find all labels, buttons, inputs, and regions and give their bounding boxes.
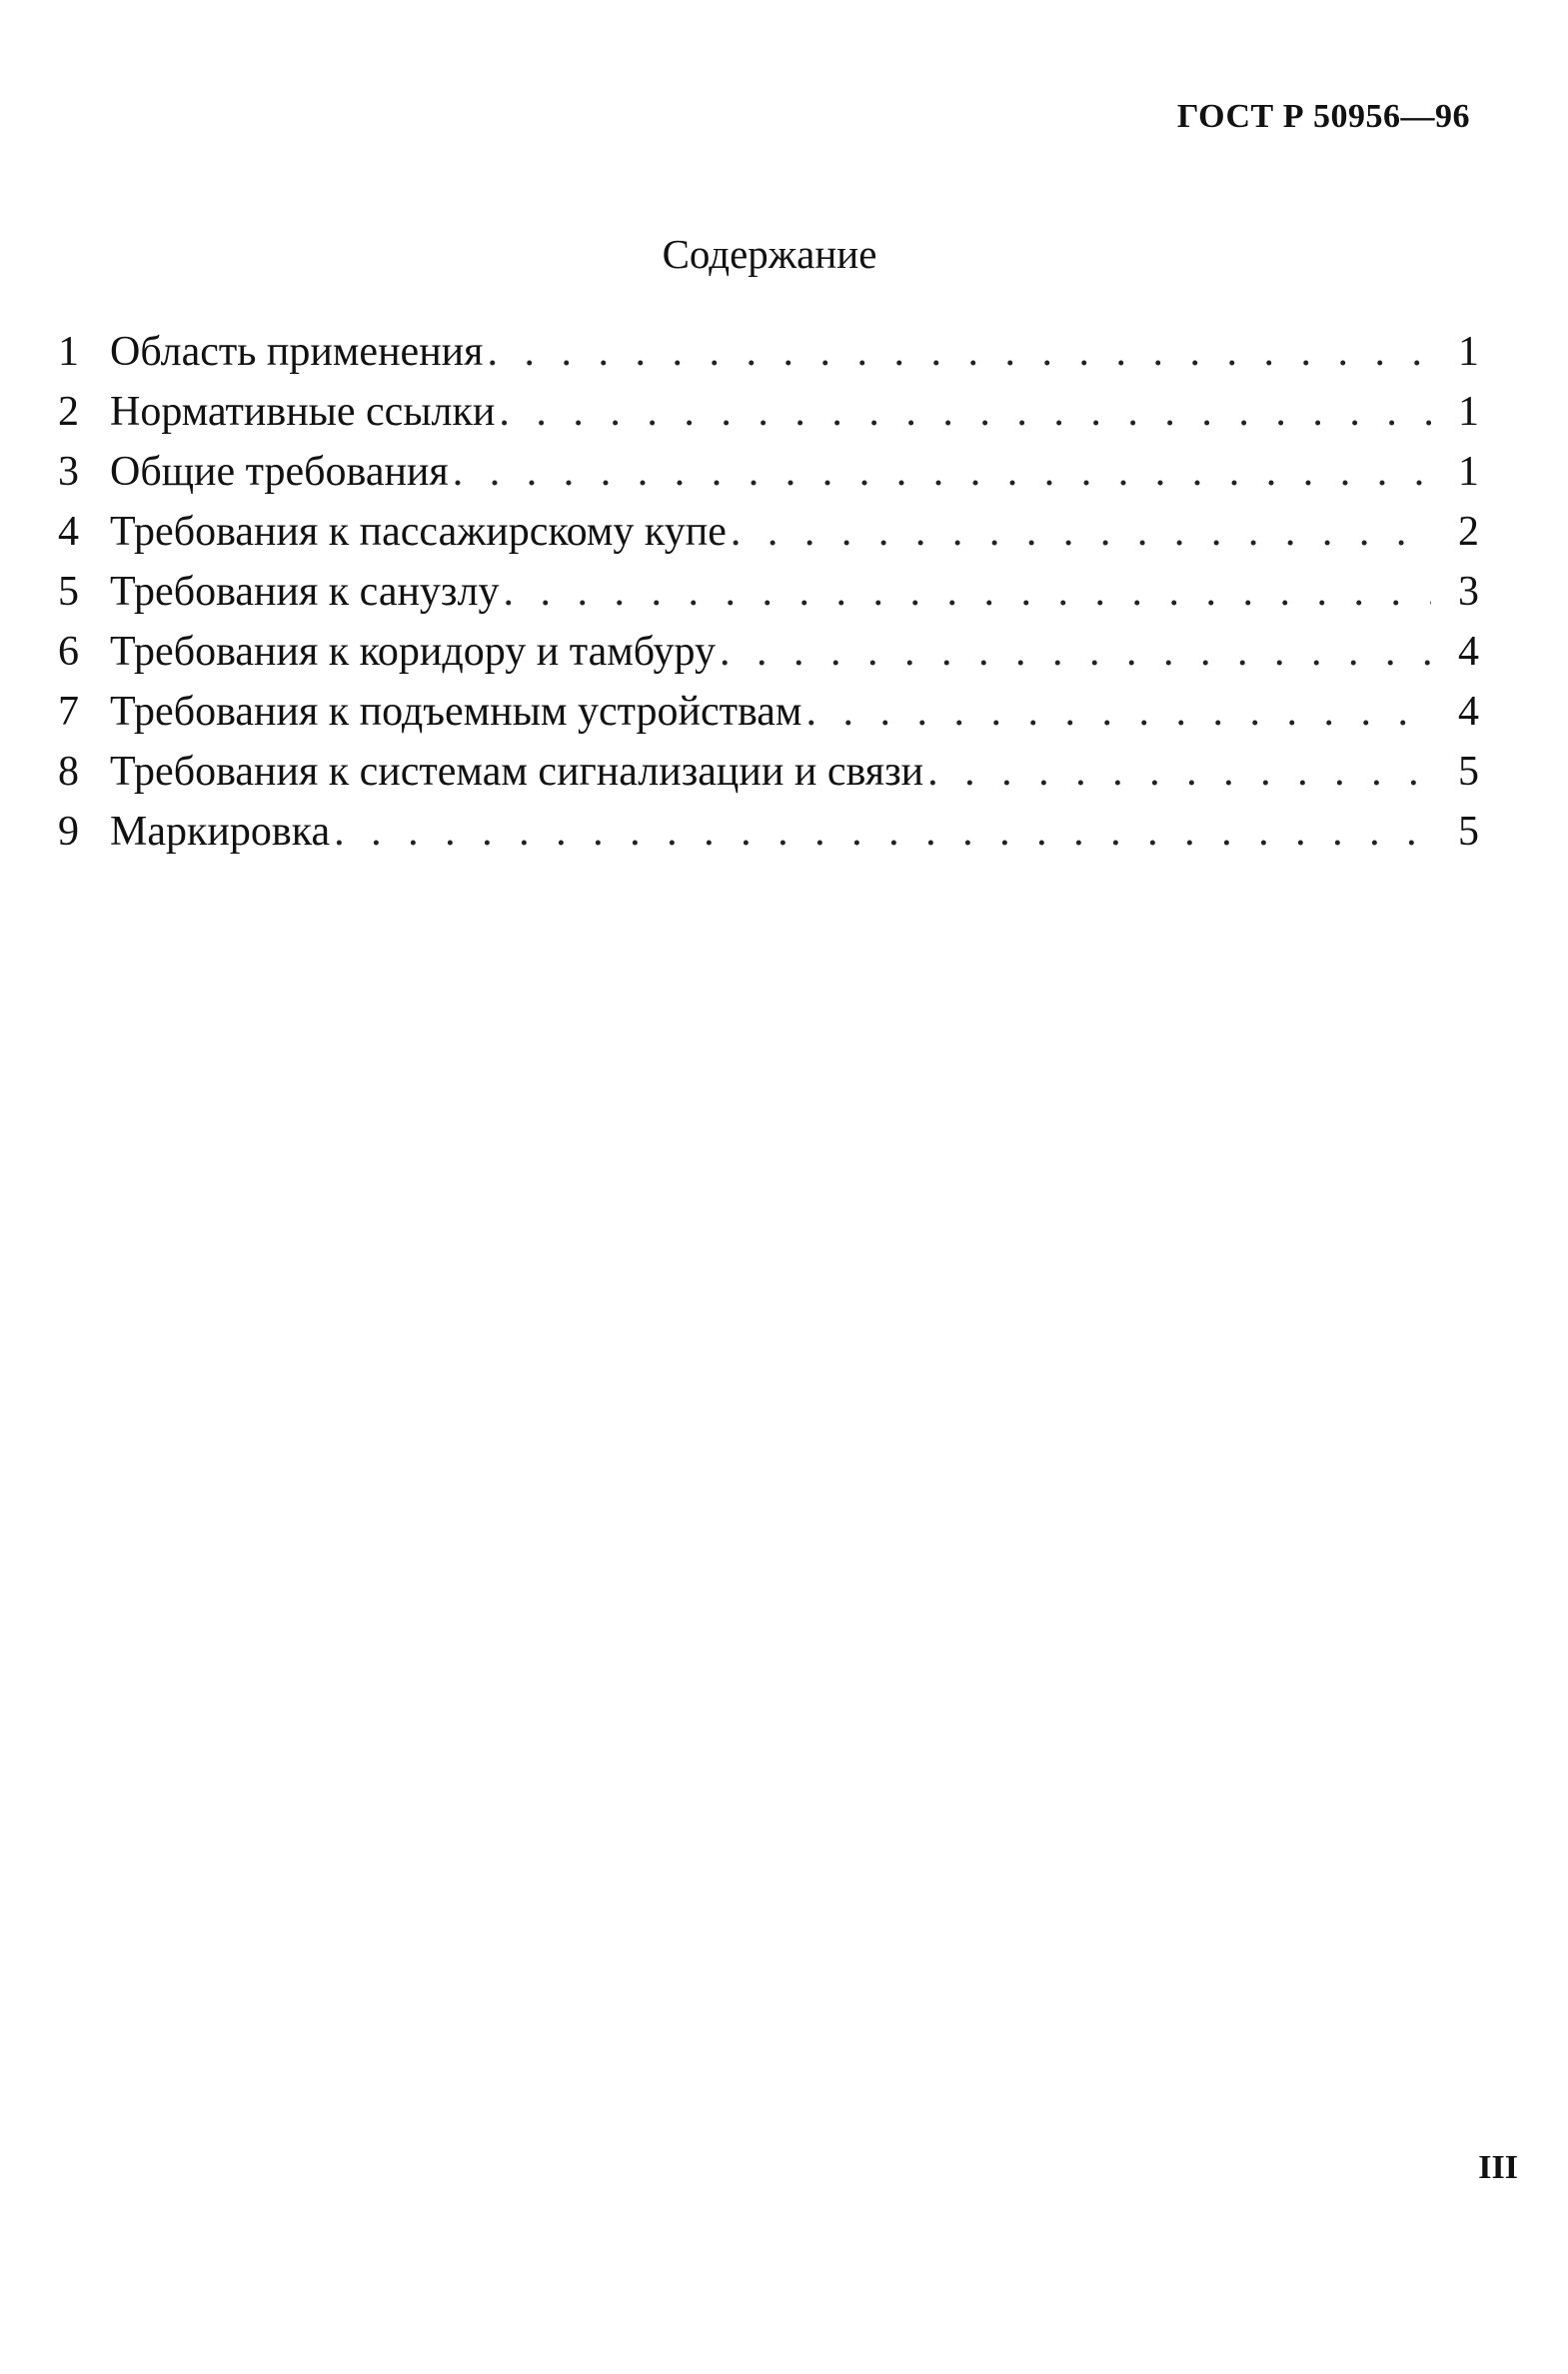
toc-entry-title: Область применения <box>110 329 484 375</box>
toc-entry-title: Маркировка <box>110 809 331 855</box>
toc-entry <box>58 802 1479 862</box>
toc-leader-dots <box>483 322 1431 382</box>
toc-entry-title: Требования к санузлу <box>110 569 500 615</box>
toc-entry-number: 4 <box>58 509 79 555</box>
toc-entry <box>58 562 1479 622</box>
toc-leader-dots <box>330 802 1431 862</box>
toc-entry-page: 1 <box>1458 449 1479 495</box>
toc-leader-dots <box>923 742 1431 802</box>
toc-leader-dots <box>499 562 1431 622</box>
toc-entry-page: 4 <box>1458 689 1479 735</box>
toc-entry-title: Требования к подъемным устройствам <box>110 689 802 735</box>
toc-entry <box>58 322 1479 382</box>
toc-entry-number: 3 <box>58 449 79 495</box>
toc-entry-number: 5 <box>58 569 79 615</box>
toc-entry-page: 3 <box>1458 569 1479 615</box>
toc-title: Содержание <box>662 231 877 277</box>
toc-entry-number: 6 <box>58 629 79 675</box>
toc-leader-dots <box>727 502 1431 562</box>
toc-entry <box>58 682 1479 742</box>
toc-entry-number: 1 <box>58 329 79 375</box>
toc-entry <box>58 742 1479 802</box>
toc-entry-title: Требования к коридору и тамбуру <box>110 629 717 675</box>
toc-entry-title: Нормативные ссылки <box>110 389 496 435</box>
toc-entry-title: Общие требования <box>110 449 449 495</box>
toc-list <box>58 322 1479 862</box>
toc-leader-dots <box>802 682 1432 742</box>
toc-entry-number: 7 <box>58 689 79 735</box>
toc-entry-title: Требования к пассажирскому купе <box>110 509 727 555</box>
toc-entry-number: 9 <box>58 809 79 855</box>
toc-entry-number: 2 <box>58 389 79 435</box>
toc-entry-page: 4 <box>1458 629 1479 675</box>
toc-entry-title: Требования к системам сигнализации и связи <box>110 749 924 795</box>
toc-entry <box>58 622 1479 682</box>
toc-entry-number: 8 <box>58 749 79 795</box>
toc-entry <box>58 502 1479 562</box>
toc-entry-page: 2 <box>1458 509 1479 555</box>
toc-entry <box>58 442 1479 502</box>
toc-entry-page: 1 <box>1458 389 1479 435</box>
document-code: ГОСТ Р 50956—96 <box>1176 98 1470 135</box>
toc-entry-page: 1 <box>1458 329 1479 375</box>
page-number: III <box>1478 2149 1518 2186</box>
toc-leader-dots <box>716 622 1431 682</box>
toc-entry-page: 5 <box>1458 809 1479 855</box>
toc-leader-dots <box>449 442 1431 502</box>
toc-leader-dots <box>495 382 1431 442</box>
toc-entry-page: 5 <box>1458 749 1479 795</box>
toc-entry <box>58 382 1479 442</box>
